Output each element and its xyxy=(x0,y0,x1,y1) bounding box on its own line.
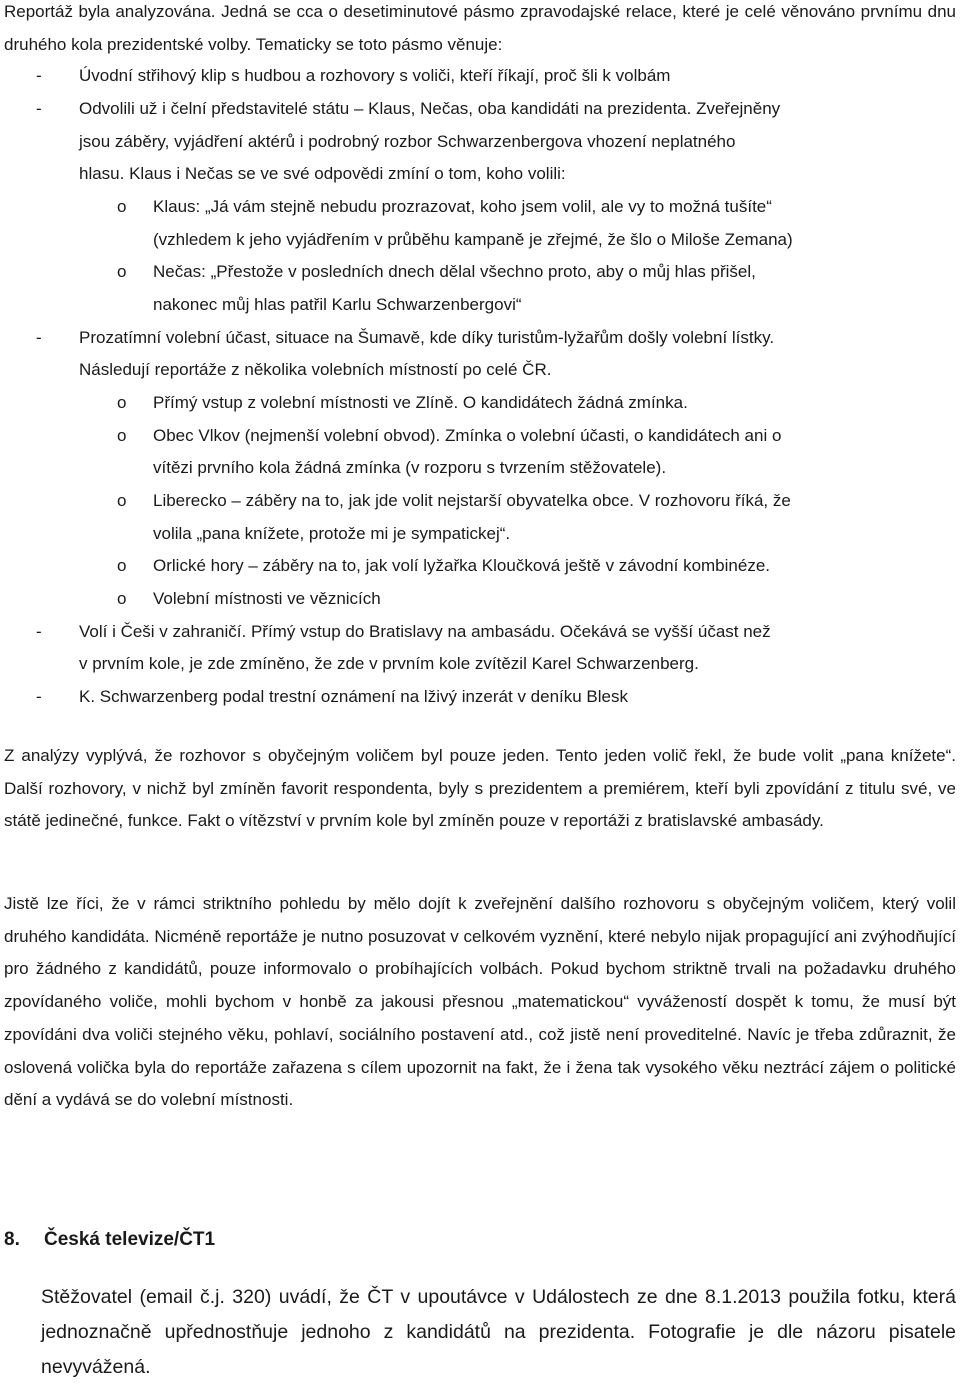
list-dash: - xyxy=(36,99,42,118)
section-title: Česká televize/ČT1 xyxy=(44,1229,216,1250)
sub-bullet: o xyxy=(117,589,127,608)
list-dash: - xyxy=(36,328,42,347)
sub-bullet: o xyxy=(117,556,127,575)
intro-paragraph: Reportáž byla analyzována. Jedná se cca o desetiminutové pásmo zpravodajské relace, které je celé věnováno prvnímu dnu druhého kola prezidentské volby. Tematicky se toto pásmo věnuje: xyxy=(4,2,956,54)
sub-item-line: nakonec můj hlas patřil Karlu Schwarzenbergovi“ xyxy=(153,295,522,314)
list-item: K. Schwarzenberg podal trestní oznámení na lživý inzerát v deníku Blesk xyxy=(79,687,629,706)
sub-item: Volební místnosti ve věznicích xyxy=(153,589,381,608)
sub-item-line: vítězi prvního kola žádná zmínka (v rozporu s tvrzením stěžovatele). xyxy=(153,458,667,477)
sub-bullet: o xyxy=(117,393,127,412)
sub-item-line: volila „pana knížete, protože mi je sympatickej“. xyxy=(153,524,511,543)
sub-item-line: (vzhledem k jeho vyjádřením v průběhu kampaně je zřejmé, že šlo o Miloše Zemana) xyxy=(153,230,793,249)
sub-bullet: o xyxy=(117,491,127,510)
list-item-line: Následují reportáže z několika volebních místností po celé ČR. xyxy=(79,360,552,379)
list-item: Úvodní střihový klip s hudbou a rozhovory s voliči, kteří říkají, proč šli k volbám xyxy=(79,66,671,85)
list-item-line: hlasu. Klaus i Nečas se ve své odpovědi zmíní o tom, koho volili: xyxy=(79,164,566,183)
sub-bullet: o xyxy=(117,262,127,281)
section-body: Stěžovatel (email č.j. 320) uvádí, že ČT v upoutávce v Událostech ze dne 8.1.2013 použila fotku, která jednoznačně upřednostňuje jednoho z kandidátů na prezidenta. Fotografie je dle názoru pisatele nevyvážená. xyxy=(41,1286,956,1378)
list-dash: - xyxy=(36,66,42,85)
section-heading xyxy=(4,1225,215,1255)
list-item-line: v prvním kole, je zde zmíněno, že zde v prvním kole zvítězil Karel Schwarzenberg. xyxy=(79,654,699,673)
analysis-paragraph-2: Jistě lze říci, že v rámci striktního pohledu by mělo dojít k zveřejnění dalšího rozhovoru s obyčejným voličem, který volil druhého kandidáta. Nicméně reportáže je nutno posuzovat v celkovém vyznění, které nebylo nijak propagující ani zvýhodňující pro žádného z kandidátů, pouze informovalo o probíhajících volbách. Pokud bychom striktně trvali na požadavku druhého zpovídaného voliče, mohli bychom v honbě za jakousi přesnou „matematickou“ vyvážeností dospět k tomu, že musí být zpovídáni dva voliči stejného věku, pohlaví, sociálního postavení atd., což jistě není proveditelné. Navíc je třeba zdůraznit, že oslovená volička byla do reportáže zařazena s cílem upozornit na fakt, že i žena tak vysokého věku neztrácí zájem o politické dění a vydává se do volební místnosti. xyxy=(4,894,956,1110)
sub-item: Orlické hory – záběry na to, jak volí lyžařka Kloučková ještě v závodní kombinéze. xyxy=(153,556,771,575)
sub-item: Přímý vstup z volební místnosti ve Zlíně. O kandidátech žádná zmínka. xyxy=(153,393,688,412)
list-dash: - xyxy=(36,687,42,706)
analysis-paragraph: Z analýzy vyplývá, že rozhovor s obyčejným voličem byl pouze jeden. Tento jeden volič řekl, že bude volit „pana knížete“. Další rozhovory, v nichž byl zmíněn favorit respondenta, byly s prezidentem a premiérem, kteří byli zpovídání z titulu své, ve státě jedinečné, funkce. Fakt o vítězství v prvním kole byl zmíněn pouze v reportáži z bratislavské ambasády. xyxy=(4,746,956,831)
sub-item: Liberecko – záběry na to, jak jde volit nejstarší obyvatelka obce. V rozhovoru říká, že xyxy=(153,491,791,510)
sub-item: Klaus: „Já vám stejně nebudu prozrazovat, koho jsem volil, ale vy to možná tušíte“ xyxy=(153,197,772,216)
sub-item: Nečas: „Přestože v posledních dnech dělal všechno proto, aby o můj hlas přišel, xyxy=(153,262,756,281)
sub-item: Obec Vlkov (nejmenší volební obvod). Zmínka o volební účasti, o kandidátech ani o xyxy=(153,426,782,445)
sub-bullet: o xyxy=(117,197,127,216)
list-dash: - xyxy=(36,622,42,641)
list-item: Volí i Češi v zahraničí. Přímý vstup do Bratislavy na ambasádu. Očekává se vyšší účast než xyxy=(79,622,771,641)
list-item-line: jsou záběry, vyjádření aktérů i podrobný rozbor Schwarzenbergova vhození neplatného xyxy=(79,132,736,151)
section-number: 8. xyxy=(4,1229,20,1250)
list-item: Prozatímní volební účast, situace na Šumavě, kde díky turistům-lyžařům došly volební lístky. xyxy=(79,328,775,347)
list-item: Odvolili už i čelní představitelé státu – Klaus, Nečas, oba kandidáti na prezidenta. Zveřejněny xyxy=(79,99,781,118)
sub-bullet: o xyxy=(117,426,127,445)
